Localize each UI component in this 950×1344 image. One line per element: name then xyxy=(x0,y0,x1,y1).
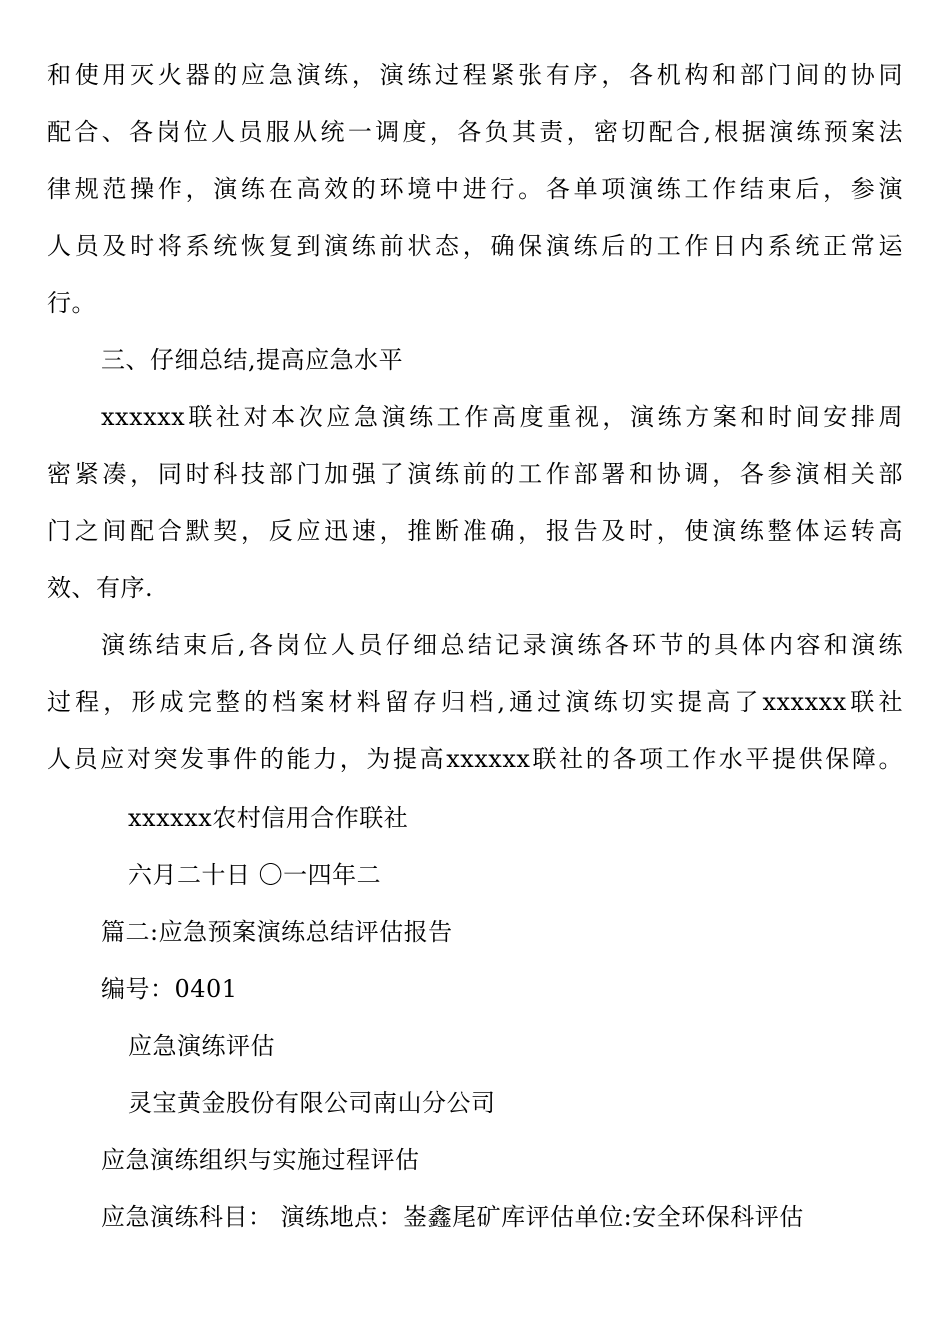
text-line: 行。 xyxy=(47,289,96,317)
company-name: 灵宝黄金股份有限公司南山分公司 xyxy=(128,1089,496,1117)
text-line: 演练结束后,各岗位人员仔细总结记录演练各环节的具体内容和演练 xyxy=(101,631,903,659)
report-title: 应急演练评估 xyxy=(128,1032,275,1060)
text-line: 律规范操作，演练在高效的环境中进行。各单项演练工作结束后，参演 xyxy=(47,175,903,203)
form-fields-line: 应急演练科目： 演练地点：崟鑫尾矿库评估单位:安全环保科评估 xyxy=(101,1203,804,1231)
section-heading: 应急演练组织与实施过程评估 xyxy=(101,1146,420,1174)
chapter-title: 篇二:应急预案演练总结评估报告 xyxy=(101,918,453,946)
signature-org: xxxxxx农村信用合作联社 xyxy=(128,804,409,832)
text-line: 过程，形成完整的档案材料留存归档,通过演练切实提高了xxxxxx联社 xyxy=(47,688,903,716)
text-line: 密紧凑，同时科技部门加强了演练前的工作部署和协调，各参演相关部 xyxy=(47,460,903,488)
signature-date: 六月二十日 〇一四年二 xyxy=(128,861,382,889)
text-line: 人员应对突发事件的能力，为提高xxxxxx联社的各项工作水平提供保障。 xyxy=(47,745,903,773)
text-line: 人员及时将系统恢复到演练前状态，确保演练后的工作日内系统正常运 xyxy=(47,232,903,260)
text-line: 门之间配合默契，反应迅速，推断准确，报告及时，使演练整体运转高 xyxy=(47,517,903,545)
document-number: 编号：0401 xyxy=(101,975,238,1003)
text-line: 配合、各岗位人员服从统一调度，各负其责，密切配合,根据演练预案法 xyxy=(47,118,903,146)
section-heading: 三、仔细总结,提高应急水平 xyxy=(101,346,404,374)
text-line: 和使用灭火器的应急演练，演练过程紧张有序，各机构和部门间的协同 xyxy=(47,61,903,89)
text-line: 效、有序. xyxy=(47,574,154,602)
text-line: xxxxxx联社对本次应急演练工作高度重视，演练方案和时间安排周 xyxy=(101,403,903,431)
